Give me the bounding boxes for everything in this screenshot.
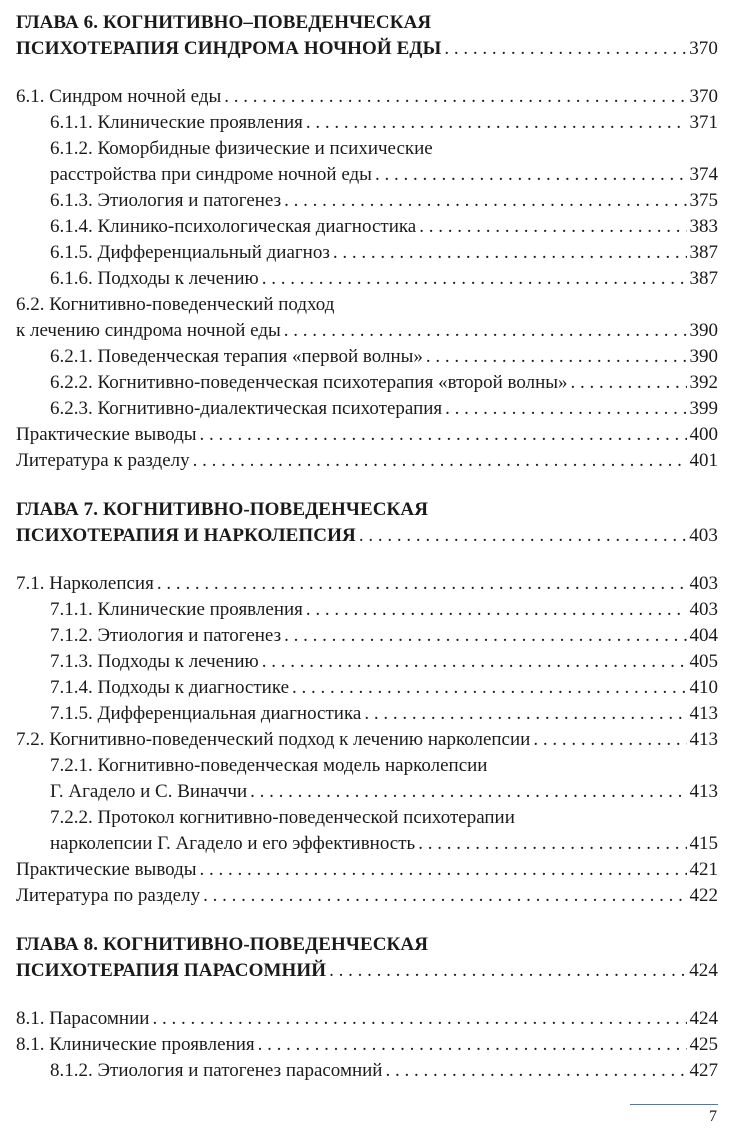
toc-entry-line [16,136,718,162]
toc-entry[interactable] [16,266,718,292]
entry-page-number: 375 [689,190,718,211]
dot-leader [419,214,686,240]
dot-leader [385,1058,686,1084]
entry-title: 6.2.2. Когнитивно-поведенческая психотерапия «второй волны» [50,372,568,393]
entry-title: 8.1.2. Этиология и патогенез парасомний [50,1060,383,1081]
entry-page-number: 410 [689,677,718,698]
chapter-title-text: ПСИХОТЕРАПИЯ ПАРАСОМНИЙ [16,960,327,981]
toc-entry[interactable] [16,701,718,727]
entry-title: 7.1.1. Клинические проявления [50,599,303,620]
section-spacer [16,549,718,571]
toc-entry[interactable] [16,1006,718,1032]
dot-leader [533,727,686,753]
chapter-title-text: ПСИХОТЕРАПИЯ СИНДРОМА НОЧНОЙ ЕДЫ [16,38,442,59]
dot-leader [200,857,687,883]
dot-leader [364,701,686,727]
entry-title: Литература к разделу [16,450,190,471]
toc-entry[interactable] [16,831,718,857]
entry-title: 7.1.5. Дифференциальная диагностика [50,703,362,724]
dot-leader [426,344,687,370]
toc-entry-line [16,292,718,318]
chapter-title-line [16,932,718,958]
dot-leader [224,84,686,110]
dot-leader [262,266,687,292]
chapter-title-text: ГЛАВА 6. КОГНИТИВНО–ПОВЕДЕНЧЕСКАЯ [16,12,432,33]
dot-leader [157,571,687,597]
toc-entry[interactable] [16,883,718,909]
dot-leader [292,675,686,701]
chapter-spacer [16,474,718,497]
entry-title: Литература по разделу [16,885,201,906]
toc-entry[interactable] [16,370,718,396]
entry-page-number: 422 [689,885,718,906]
entry-title: 6.1. Синдром ночной еды [16,86,222,107]
entry-title: Практические выводы [16,859,197,880]
entry-title: 7.1.3. Подходы к лечению [50,651,259,672]
entry-title: 7.2.2. Протокол когнитивно-поведенческой психотерапии [50,807,515,828]
toc-entry[interactable] [16,396,718,422]
chapter-page-number: 370 [689,38,718,59]
entry-title: 6.1.5. Дифференциальный диагноз [50,242,330,263]
footer-rule [630,1104,718,1105]
toc-entry[interactable] [16,571,718,597]
entry-page-number: 371 [689,112,718,133]
dot-leader [284,188,686,214]
toc-entry[interactable] [16,1032,718,1058]
toc-entry[interactable] [16,857,718,883]
entry-title: Практические выводы [16,424,197,445]
dot-leader [571,370,687,396]
dot-leader [306,597,687,623]
entry-page-number: 413 [689,703,718,724]
chapter-title-text: ПСИХОТЕРАПИЯ И НАРКОЛЕПСИЯ [16,525,356,546]
entry-title: 6.1.2. Коморбидные физические и психические [50,138,433,159]
entry-title: 6.1.3. Этиология и патогенез [50,190,282,211]
toc-entry[interactable] [16,779,718,805]
toc-entry[interactable] [16,188,718,214]
dot-leader [200,422,687,448]
dot-leader [250,779,686,805]
toc-entry[interactable] [16,110,718,136]
entry-title: 7.1.2. Этиология и патогенез [50,625,282,646]
chapter-spacer [16,909,718,932]
dot-leader [329,958,686,984]
toc-entry[interactable] [16,422,718,448]
dot-leader [258,1032,687,1058]
entry-page-number: 400 [689,424,718,445]
dot-leader [375,162,687,188]
entry-page-number: 383 [689,216,718,237]
entry-title: Г. Агадело и С. Виначчи [50,781,248,802]
entry-title: нарколепсии Г. Агадело и его эффективность [50,833,416,854]
entry-page-number: 392 [689,372,718,393]
dot-leader [193,448,687,474]
entry-title: 6.2.3. Когнитивно-диалектическая психотерапия [50,398,443,419]
entry-title: 6.1.6. Подходы к лечению [50,268,259,289]
toc-entry[interactable] [16,318,718,344]
chapter-page-number: 424 [689,960,718,981]
entry-page-number: 370 [689,86,718,107]
entry-page-number: 374 [689,164,718,185]
toc-entry[interactable] [16,214,718,240]
entry-page-number: 399 [689,398,718,419]
dot-leader [359,523,686,549]
entry-page-number: 390 [689,320,718,341]
entry-page-number: 424 [689,1008,718,1029]
entry-page-number: 427 [689,1060,718,1081]
chapter-page-number: 403 [689,525,718,546]
entry-title: 7.1. Нарколепсия [16,573,154,594]
entry-page-number: 390 [689,346,718,367]
dot-leader [152,1006,686,1032]
entry-page-number: 404 [689,625,718,646]
dot-leader [445,396,686,422]
dot-leader [418,831,686,857]
section-spacer [16,984,718,1006]
entry-page-number: 415 [689,833,718,854]
chapter-title-line[interactable] [16,958,718,984]
table-of-contents [16,10,718,1084]
chapter-title-text: ГЛАВА 7. КОГНИТИВНО-ПОВЕДЕНЧЕСКАЯ [16,499,429,520]
entry-page-number: 425 [689,1034,718,1055]
toc-entry[interactable] [16,623,718,649]
entry-title: 8.1. Парасомнии [16,1008,150,1029]
chapter-title-line[interactable] [16,36,718,62]
entry-page-number: 403 [689,573,718,594]
toc-entry[interactable] [16,727,718,753]
entry-title: 7.2.1. Когнитивно-поведенческая модель нарколепсии [50,755,488,776]
entry-title: 7.1.4. Подходы к диагностике [50,677,290,698]
toc-entry[interactable] [16,162,718,188]
entry-page-number: 421 [689,859,718,880]
chapter-title-line[interactable] [16,523,718,549]
entry-title: 6.1.1. Клинические проявления [50,112,303,133]
entry-title: 8.1. Клинические проявления [16,1034,255,1055]
toc-entry[interactable] [16,649,718,675]
entry-title: 6.2.1. Поведенческая терапия «первой волны» [50,346,423,367]
entry-title: 6.2. Когнитивно-поведенческий подход [16,294,335,315]
dot-leader [284,318,687,344]
chapter-title-text: ГЛАВА 8. КОГНИТИВНО-ПОВЕДЕНЧЕСКАЯ [16,934,429,955]
toc-entry[interactable] [16,240,718,266]
dot-leader [262,649,687,675]
chapter-title-line [16,10,718,36]
entry-page-number: 387 [689,242,718,263]
chapter-title-line [16,497,718,523]
entry-page-number: 403 [689,599,718,620]
dot-leader [306,110,687,136]
entry-title: расстройства при синдроме ночной еды [50,164,372,185]
toc-entry-line [16,753,718,779]
entry-page-number: 401 [689,450,718,471]
section-spacer [16,62,718,84]
entry-page-number: 413 [689,729,718,750]
toc-entry[interactable] [16,597,718,623]
entry-title: 7.2. Когнитивно-поведенческий подход к лечению нарколепсии [16,729,531,750]
toc-entry[interactable] [16,448,718,474]
entry-page-number: 387 [689,268,718,289]
entry-page-number: 405 [689,651,718,672]
dot-leader [333,240,687,266]
entry-title: 6.1.4. Клинико-психологическая диагностика [50,216,417,237]
entry-page-number: 413 [689,781,718,802]
dot-leader [444,36,686,62]
page-number: 7 [709,1108,717,1125]
toc-entry[interactable] [16,84,718,110]
toc-entry[interactable] [16,675,718,701]
dot-leader [203,883,686,909]
dot-leader [284,623,686,649]
entry-title: к лечению синдрома ночной еды [16,320,281,341]
toc-entry[interactable] [16,344,718,370]
toc-entry[interactable] [16,1058,718,1084]
toc-entry-line [16,805,718,831]
